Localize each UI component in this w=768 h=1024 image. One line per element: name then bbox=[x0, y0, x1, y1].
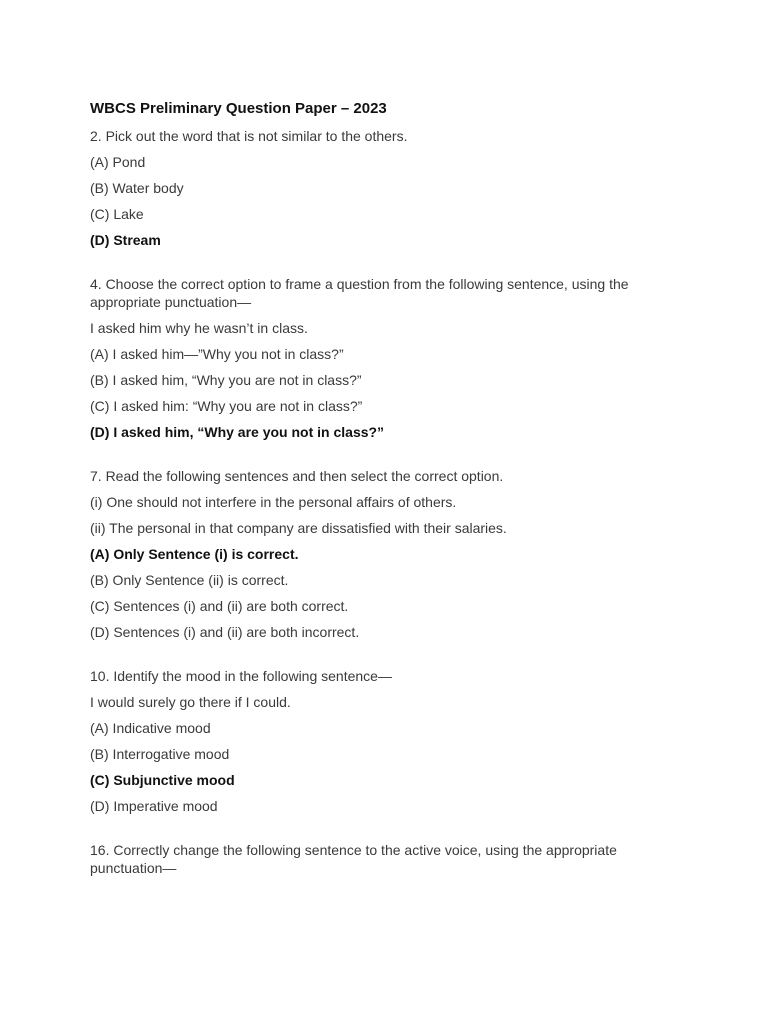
question-sentence: I asked him why he wasn’t in class. bbox=[90, 320, 308, 336]
question-10 bbox=[90, 667, 650, 815]
question-sentence: I would surely go there if I could. bbox=[90, 694, 291, 710]
option-a-correct-answer: (A) Only Sentence (i) is correct. bbox=[90, 546, 299, 562]
option-b: (B) Interrogative mood bbox=[90, 746, 230, 762]
option-a: (A) I asked him—”Why you not in class?” bbox=[90, 346, 344, 362]
option-d-correct-answer: (D) Stream bbox=[90, 232, 161, 248]
question-7 bbox=[90, 467, 650, 641]
option-d: (D) Sentences (i) and (ii) are both incorrect. bbox=[90, 624, 360, 640]
option-a: (A) Indicative mood bbox=[90, 720, 211, 736]
option-c: (C) I asked him: “Why you are not in class?” bbox=[90, 398, 363, 414]
question-4 bbox=[90, 275, 650, 441]
document-page bbox=[90, 99, 650, 903]
question-prompt: 2. Pick out the word that is not similar to the others. bbox=[90, 128, 408, 144]
question-prompt: 16. Correctly change the following sentence to the active voice, using the appropriate punctuation— bbox=[90, 842, 617, 876]
question-prompt: 7. Read the following sentences and then select the correct option. bbox=[90, 468, 504, 484]
question-2 bbox=[90, 127, 650, 249]
option-d-correct-answer: (D) I asked him, “Why are you not in class?” bbox=[90, 424, 385, 440]
option-c-correct-answer: (C) Subjunctive mood bbox=[90, 772, 235, 788]
option-d: (D) Imperative mood bbox=[90, 798, 218, 814]
question-prompt: 4. Choose the correct option to frame a question from the following sentence, using the appropriate punctuation— bbox=[90, 276, 629, 310]
question-sentence-ii: (ii) The personal in that company are dissatisfied with their salaries. bbox=[90, 520, 507, 536]
option-b: (B) Water body bbox=[90, 180, 184, 196]
question-16 bbox=[90, 841, 650, 877]
option-a: (A) Pond bbox=[90, 154, 146, 170]
question-sentence-i: (i) One should not interfere in the personal affairs of others. bbox=[90, 494, 457, 510]
document-title: WBCS Preliminary Question Paper – 2023 bbox=[90, 100, 387, 117]
option-b: (B) I asked him, “Why you are not in class?” bbox=[90, 372, 362, 388]
question-prompt: 10. Identify the mood in the following sentence— bbox=[90, 668, 392, 684]
option-b: (B) Only Sentence (ii) is correct. bbox=[90, 572, 289, 588]
option-c: (C) Sentences (i) and (ii) are both correct. bbox=[90, 598, 349, 614]
option-c: (C) Lake bbox=[90, 206, 144, 222]
